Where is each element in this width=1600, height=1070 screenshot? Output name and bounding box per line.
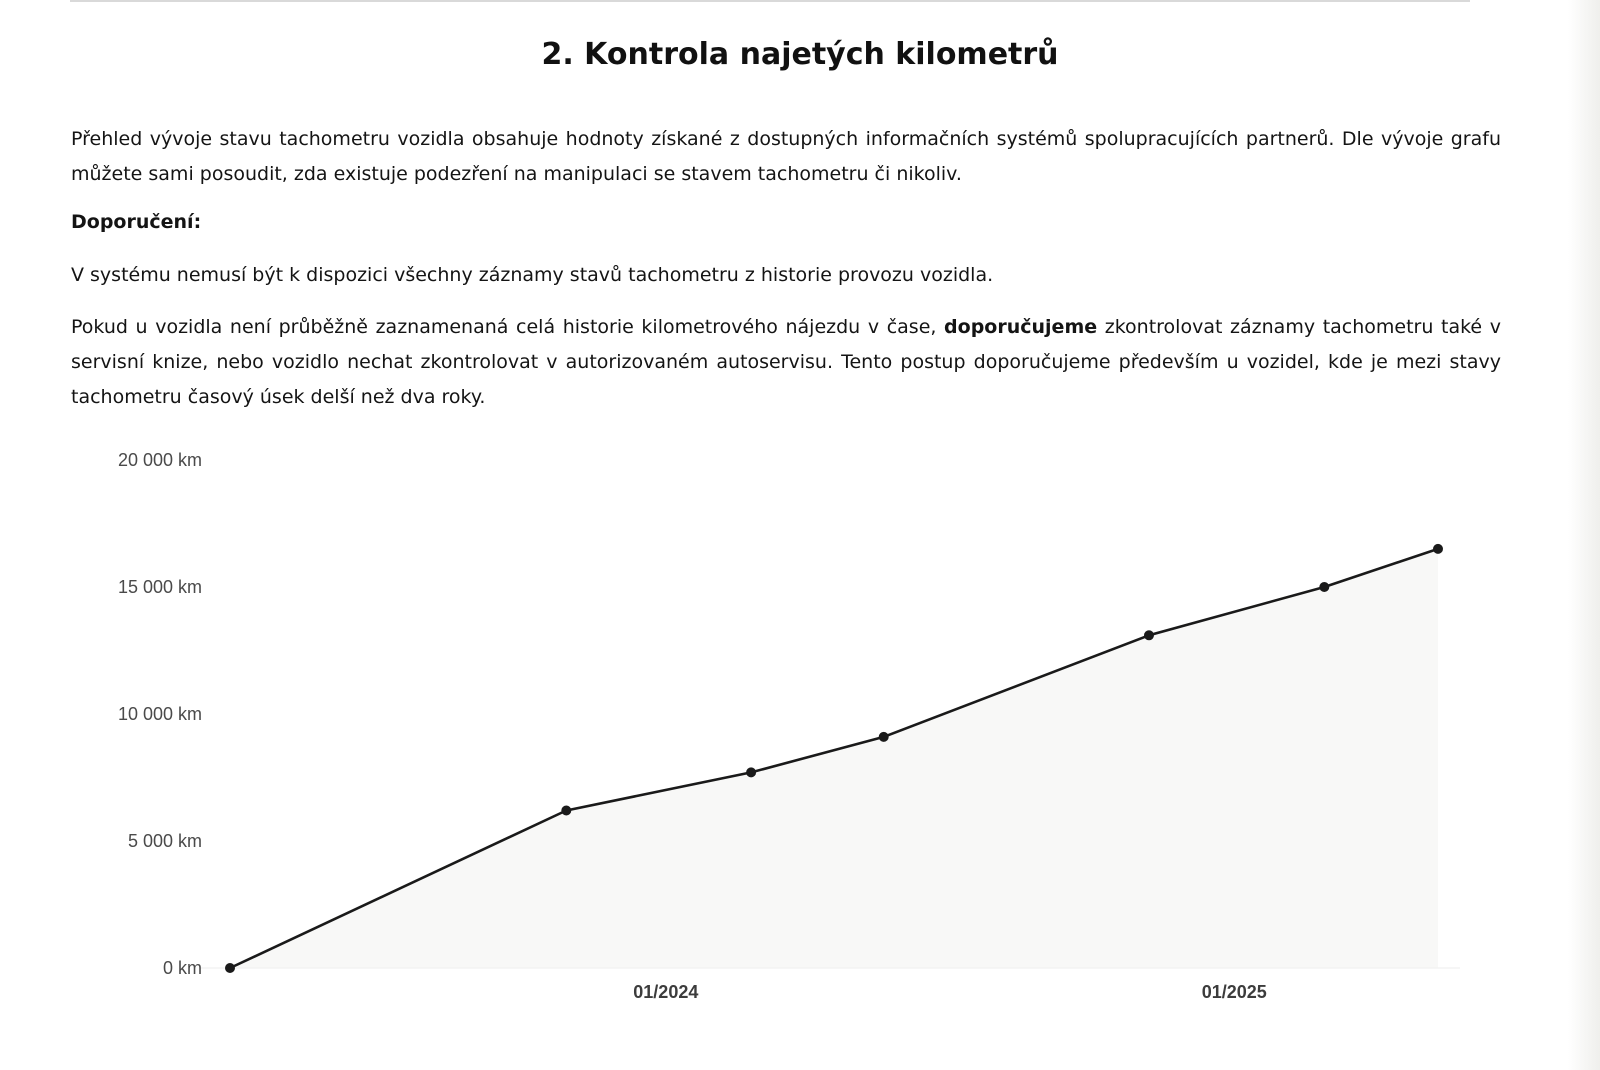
note-paragraph: V systému nemusí být k dispozici všechny záznamy stavů tachometru z historie provozu vozidla.	[71, 264, 994, 286]
data-point	[1433, 544, 1443, 554]
y-tick-label: 10 000 km	[117, 704, 202, 724]
data-point	[746, 767, 756, 777]
advice-bold-word: doporučujeme	[944, 316, 1098, 338]
intro-paragraph: Přehled vývoje stavu tachometru vozidla obsahuje hodnoty získané z dostupných informačních systémů spolupracujících partnerů. Dle vývoje grafu můžete sami posoudit, zda existuje podezření na manipulaci se stavem tachometru či nikoliv.	[71, 128, 1501, 185]
page-title: 2. Kontrola najetých kilometrů	[541, 37, 1059, 72]
data-point	[879, 732, 889, 742]
text-block	[71, 122, 1501, 415]
top-rule	[70, 0, 1470, 2]
recommendation-heading: Doporučení:	[71, 211, 202, 233]
y-tick-label: 5 000 km	[127, 831, 202, 851]
advice-paragraph	[71, 310, 1501, 415]
data-point	[225, 963, 235, 973]
advice-text-end: zkontrolovat záznamy tachometru také v servisní knize, nebo vozidlo nechat zkontrolovat v autorizovaném autoservisu. Tento postup doporučujeme především u vozidel, kde je mezi stavy tachometru časový úsek delší než dva roky.	[71, 316, 1501, 408]
advice-text-start: Pokud u vozidla není průběžně zaznamenaná celá historie kilometrového nájezdu v čase,	[71, 316, 937, 338]
x-tick-label: 01/2024	[633, 982, 699, 1002]
page-edge-shadow	[1568, 0, 1600, 1070]
y-tick-label: 20 000 km	[117, 450, 202, 470]
series-area	[230, 549, 1438, 968]
data-point	[561, 806, 571, 816]
y-tick-label: 0 km	[162, 958, 202, 978]
y-tick-label: 15 000 km	[117, 577, 202, 597]
data-point	[1319, 582, 1329, 592]
data-point	[1144, 630, 1154, 640]
x-tick-label: 01/2025	[1201, 982, 1267, 1002]
odometer-chart	[0, 430, 1560, 1050]
